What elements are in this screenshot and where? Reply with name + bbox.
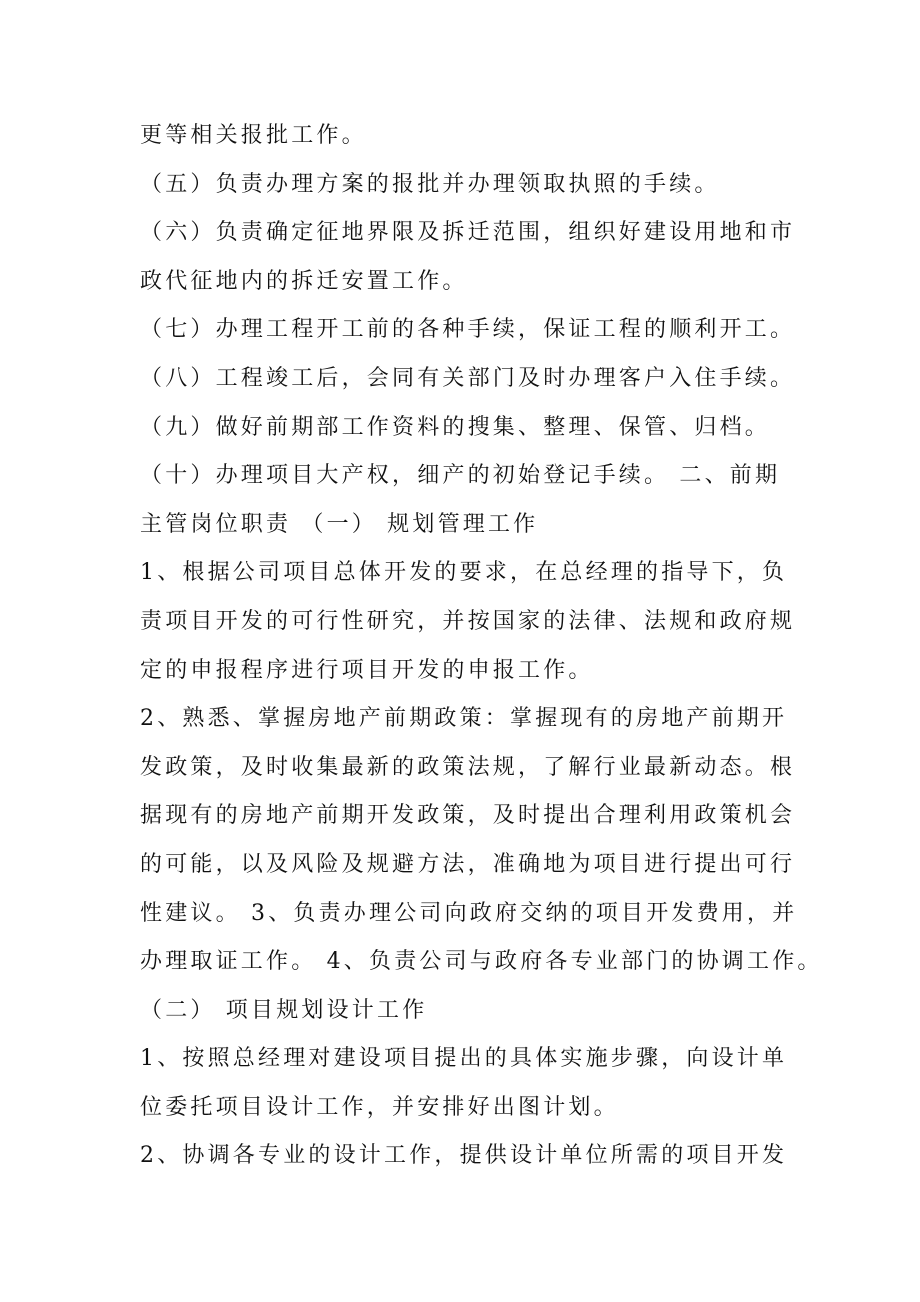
- text-line: 1、根据公司项目总体开发的要求，在总经理的指导下，负: [140, 560, 788, 586]
- text-line: 2、熟悉、掌握房地产前期政策：掌握现有的房地产前期开: [140, 706, 788, 732]
- text-line: 位委托项目设计工作，并安排好出图计划。: [140, 1094, 619, 1120]
- text-line: 责项目开发的可行性研究，并按国家的法律、法规和政府规: [140, 608, 796, 634]
- text-line: （九）做好前期部工作资料的搜集、整理、保管、归档。: [140, 414, 771, 440]
- text-line: （十）办理项目大产权，细产的初始登记手续。 二、前期: [140, 463, 781, 489]
- text-line: （五）负责办理方案的报批并办理领取执照的手续。: [140, 171, 720, 197]
- text-line: 的可能，以及风险及规避方法，准确地为项目进行提出可行: [140, 851, 796, 877]
- text-line: 办理取证工作。 4、负责公司与政府各专业部门的协调工作。: [140, 949, 823, 975]
- section-heading-line: 主管岗位职责 （一） 规划管理工作: [140, 511, 539, 537]
- text-line: 据现有的房地产前期开发政策，及时提出合理利用政策机会: [140, 803, 796, 829]
- text-line: （八）工程竣工后，会同有关部门及时办理客户入住手续。: [140, 365, 796, 391]
- text-line: 发政策，及时收集最新的政策法规，了解行业最新动态。根: [140, 754, 796, 780]
- document-body: [140, 112, 823, 1181]
- text-line: 性建议。 3、负责办理公司向政府交纳的项目开发费用，并: [140, 900, 798, 926]
- text-line: 2、协调各专业的设计工作，提供设计单位所需的项目开发: [140, 1143, 788, 1169]
- text-line: 1、按照总经理对建设项目提出的具体实施步骤，向设计单: [140, 1046, 788, 1072]
- text-line: （六）负责确定征地界限及拆迁范围，组织好建设用地和市: [140, 220, 796, 246]
- text-line: 更等相关报批工作。: [140, 123, 367, 148]
- text-line: 政代征地内的拆迁安置工作。: [140, 268, 468, 294]
- text-line: （七）办理工程开工前的各种手续，保证工程的顺利开工。: [140, 317, 796, 343]
- text-line: 定的申报程序进行项目开发的申报工作。: [140, 657, 594, 683]
- section-heading-line: （二） 项目规划设计工作: [140, 997, 428, 1023]
